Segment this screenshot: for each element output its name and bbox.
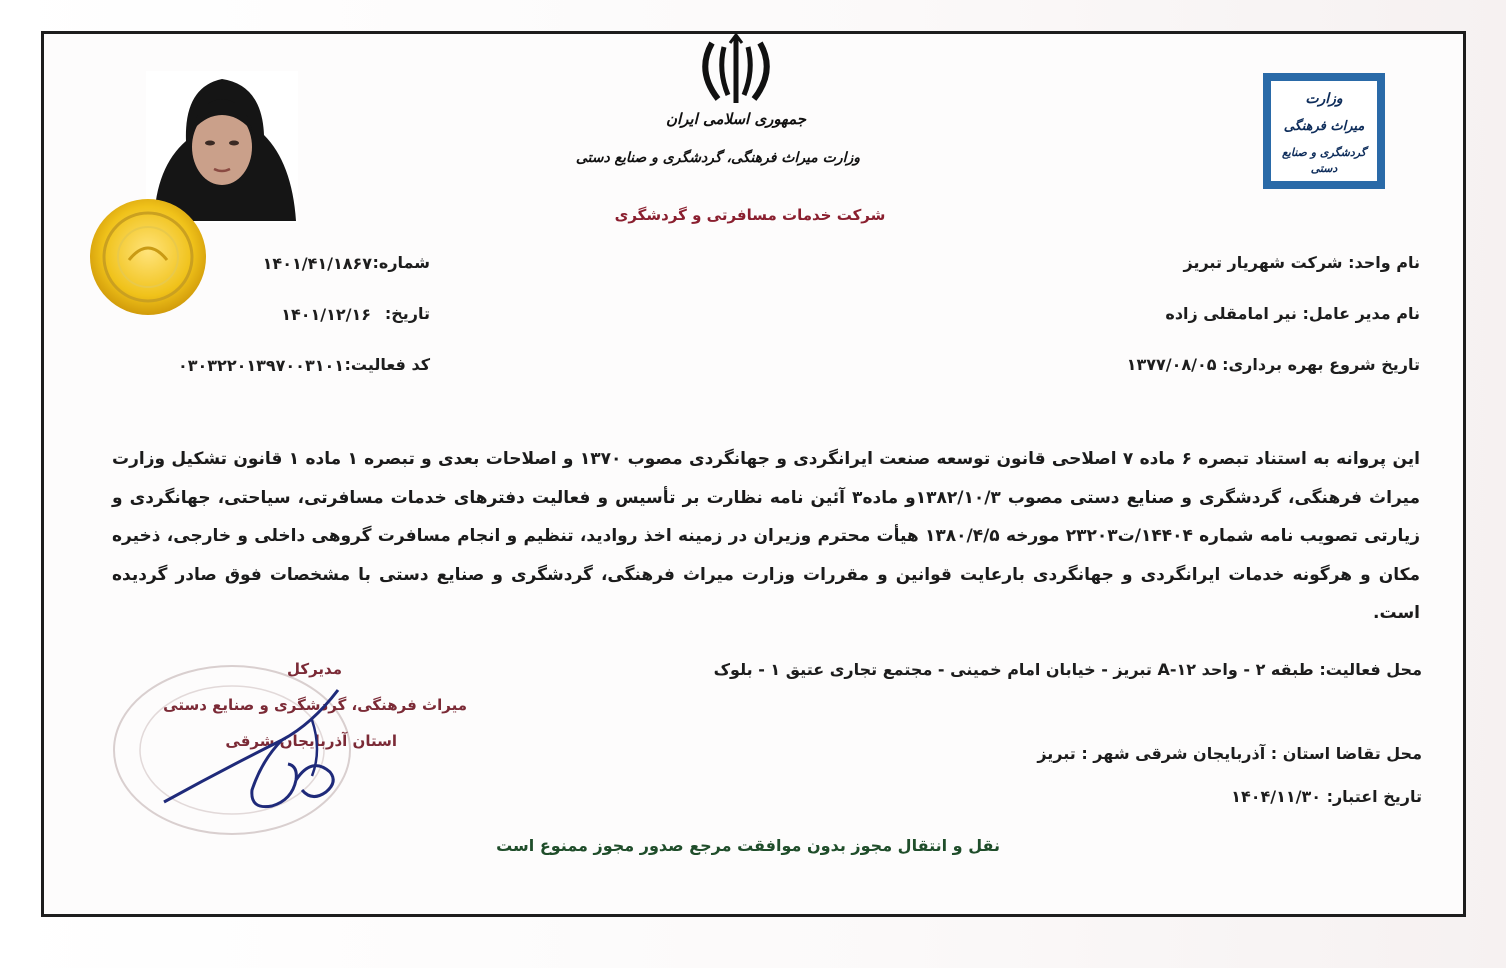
transfer-prohibition-note: نقل و انتقال مجوز بدون موافقت مرجع صدور مجوز ممنوع است bbox=[496, 836, 1000, 855]
validity-row bbox=[1100, 787, 1422, 806]
manager-row bbox=[1080, 304, 1420, 323]
logo-line-2: میراث فرهنگی bbox=[1283, 119, 1365, 134]
iran-emblem-icon bbox=[694, 33, 778, 107]
start-date-row bbox=[1000, 355, 1420, 374]
unit-name-row bbox=[1080, 253, 1420, 272]
date-label: تاریخ: bbox=[384, 304, 430, 323]
manager-label: نام مدیر عامل: bbox=[1302, 304, 1420, 323]
request-location-value: استان : آذربایجان شرقی شهر : تبریز bbox=[1037, 744, 1331, 763]
logo-line-1: وزارت bbox=[1305, 91, 1343, 107]
signature-block bbox=[92, 650, 512, 840]
handwritten-signature-icon bbox=[162, 680, 382, 820]
ministry-title: وزارت میراث فرهنگی، گردشگری و صنایع دستی bbox=[575, 150, 860, 166]
activity-location-row bbox=[700, 660, 1422, 679]
manager-value: نیر امامقلی زاده bbox=[1165, 304, 1297, 323]
ministry-logo bbox=[1263, 73, 1385, 189]
activity-code-value: ۰۳۰۳۲۲۰۱۳۹۷۰۰۳۱۰۱ bbox=[177, 356, 344, 375]
date-value: ۱۴۰۱/۱۲/۱۶ bbox=[281, 305, 371, 324]
gold-seal-icon bbox=[87, 196, 209, 318]
unit-name-value: شرکت شهریار تبریز bbox=[1183, 253, 1343, 272]
activity-location-label: محل فعالیت: bbox=[1319, 660, 1422, 679]
start-date-value: ۱۳۷۷/۰۸/۰۵ bbox=[1126, 355, 1217, 374]
number-label: شماره: bbox=[372, 253, 430, 272]
request-location-label: محل تقاضا bbox=[1335, 744, 1422, 763]
license-body-text: این پروانه به استناد تبصره ۶ ماده ۷ اصلاحی قانون توسعه صنعت ایرانگردی و جهانگردی مصوب ۱۳۷۰ و اصلاحات بعدی و تبصره ۱ ماده ۱ قانون تشکیل وزارت میراث فرهنگی، گردشگری و صنایع دستی مصوب ۱۳۸۲/۱۰/۳و ماده۳ آئین نامه نظارت بر تأسیس و فعالیت دفترهای خدمات مسافرتی، سیاحتی، جهانگردی و زیارتی تصویب نامه شماره ۱۴۴۰۴/ت۲۳۲۰۳ مورخه ۱۳۸۰/۴/۵ هیأت محترم وزیران در زمینه اخذ روادید، تنظیم و انجام مسافرت گروهی داخلی و خارجی، ذخیره مکان و هرگونه خدمات ایرانگردی و جهانگردی بارعایت قوانین و مقررات وزارت میراث فرهنگی، گردشگری و صنایع دستی با مشخصات فوق صادر گردیده است. bbox=[112, 449, 1421, 623]
number-value: ۱۴۰۱/۴۱/۱۸۶۷ bbox=[262, 254, 372, 273]
start-date-label: تاریخ شروع بهره برداری: bbox=[1222, 355, 1420, 374]
request-location-row bbox=[960, 744, 1422, 763]
validity-value: ۱۴۰۴/۱۱/۳۰ bbox=[1231, 787, 1321, 806]
activity-code-label: کد فعالیت: bbox=[344, 355, 430, 374]
activity-location-value: طبقه ۲ - واحد ۱۲-A تبریز - خیابان امام خمینی - مجتمع تجاری عتیق ۱ - بلوک bbox=[713, 660, 1314, 679]
unit-name-label: نام واحد: bbox=[1348, 253, 1420, 272]
republic-title: جمهوری اسلامی ایران bbox=[665, 110, 807, 128]
logo-line-3: گردشگری و صنایع دستی bbox=[1281, 146, 1367, 175]
director-title: مدیرکل bbox=[286, 660, 342, 678]
director-province: استان آذربایجان شرقی bbox=[225, 732, 397, 750]
validity-label: تاریخ اعتبار: bbox=[1326, 787, 1422, 806]
company-type-title: شرکت خدمات مسافرتی و گردشگری bbox=[614, 206, 886, 224]
director-org: میراث فرهنگی، گردشگری و صنایع دستی bbox=[163, 696, 467, 714]
